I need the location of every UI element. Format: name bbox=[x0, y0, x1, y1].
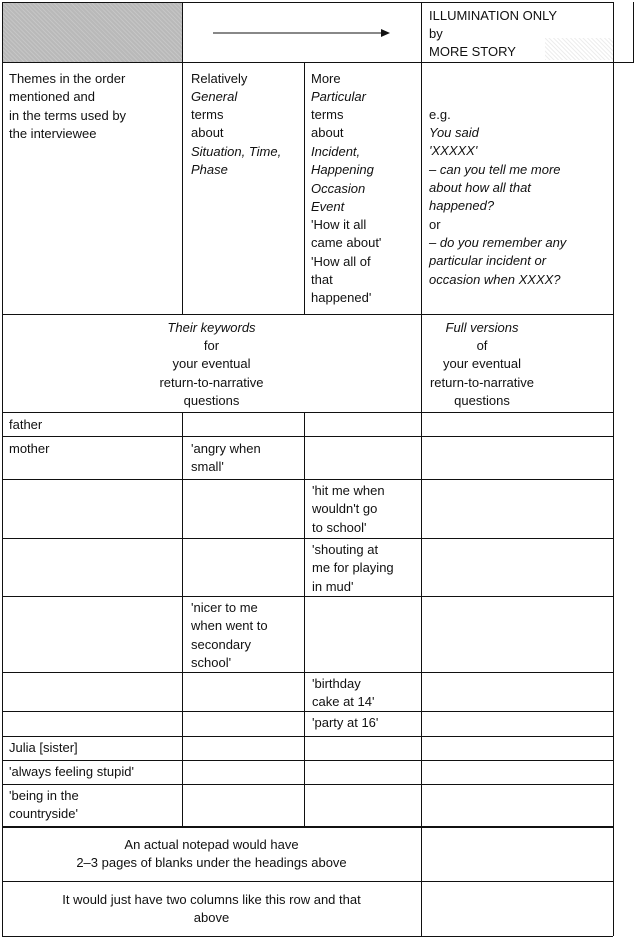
general-heading-text: General bbox=[191, 89, 238, 104]
table-rule bbox=[2, 711, 613, 712]
table-rule bbox=[2, 760, 613, 761]
themes-heading: Themes in the order mentioned and in the terms used by the interviewee bbox=[9, 71, 127, 141]
particular-heading-text: Particular bbox=[311, 89, 366, 104]
table-rule bbox=[2, 538, 613, 539]
footer-notepad-note: An actual notepad would have 2–3 pages of blanks under the headings above bbox=[76, 837, 347, 871]
footer-two-columns-note: It would just have two columns like this row and that above bbox=[62, 892, 361, 926]
example-heading-text: or bbox=[429, 217, 441, 232]
header-by: by bbox=[429, 26, 443, 41]
example-heading-text: You said 'XXXXX' – can you tell me more about how all that happened? bbox=[429, 125, 561, 214]
right-arrow-icon bbox=[213, 27, 391, 39]
general-heading-text: Situation, Time, Phase bbox=[191, 144, 282, 178]
keyword-nicer: 'nicer to me when went to secondary school' bbox=[191, 600, 268, 670]
keywords-heading-rest: for your eventual return-to-narrative questions bbox=[159, 338, 264, 408]
particular-heading-text: terms about bbox=[311, 107, 344, 141]
table-rule bbox=[304, 412, 305, 826]
table-rule bbox=[2, 672, 613, 673]
table-rule bbox=[2, 314, 613, 315]
example-heading-text: e.g. bbox=[429, 107, 451, 122]
header-illumination-only: ILLUMINATION ONLY bbox=[429, 8, 558, 23]
hatched-corner bbox=[545, 38, 613, 60]
keyword-birthday: 'birthday cake at 14' bbox=[312, 676, 375, 710]
table-rule bbox=[2, 2, 613, 3]
general-heading-text: terms about bbox=[191, 107, 224, 141]
table-rule bbox=[304, 62, 305, 314]
table-rule bbox=[2, 479, 613, 480]
table-rule bbox=[2, 826, 613, 828]
table-rule bbox=[2, 784, 613, 785]
keyword-hit: 'hit me when wouldn't go to school' bbox=[312, 483, 385, 535]
table-rule bbox=[2, 2, 3, 936]
theme-stupid: 'always feeling stupid' bbox=[9, 764, 134, 779]
table-rule bbox=[182, 412, 183, 826]
particular-heading-text: 'How it all came about' 'How all of that happened' bbox=[311, 217, 382, 306]
shaded-header-cell bbox=[2, 2, 182, 62]
theme-countryside: 'being in the countryside' bbox=[9, 788, 79, 822]
header-more-story: MORE STORY bbox=[429, 44, 516, 59]
theme-julia: Julia [sister] bbox=[9, 740, 78, 755]
general-heading-text: Relatively bbox=[191, 71, 248, 86]
theme-mother: mother bbox=[9, 441, 50, 456]
table-rule bbox=[2, 881, 613, 882]
table-rule bbox=[182, 2, 183, 314]
full-versions-heading: Full versions bbox=[445, 320, 519, 335]
example-heading-text: – do you remember any particular incident or occasion when XXXX? bbox=[429, 235, 567, 287]
table-rule bbox=[421, 2, 422, 936]
full-versions-heading-rest: of your eventual return-to-narrative questions bbox=[429, 338, 535, 408]
keywords-heading: Their keywords bbox=[167, 320, 256, 335]
table-rule bbox=[2, 936, 613, 937]
particular-heading-text: Incident, Happening Occasion Event bbox=[311, 144, 374, 214]
table-rule bbox=[2, 62, 634, 63]
table-rule bbox=[2, 436, 613, 437]
theme-father: father bbox=[9, 417, 43, 432]
keyword-shouting: 'shouting at me for playing in mud' bbox=[312, 542, 394, 594]
table-rule bbox=[2, 596, 613, 597]
table-rule bbox=[2, 736, 613, 737]
keyword-party: 'party at 16' bbox=[312, 715, 379, 730]
keyword-angry: 'angry when small' bbox=[191, 441, 261, 475]
particular-heading-text: More bbox=[311, 71, 341, 86]
table-rule bbox=[2, 412, 613, 413]
table-rule bbox=[613, 2, 614, 936]
